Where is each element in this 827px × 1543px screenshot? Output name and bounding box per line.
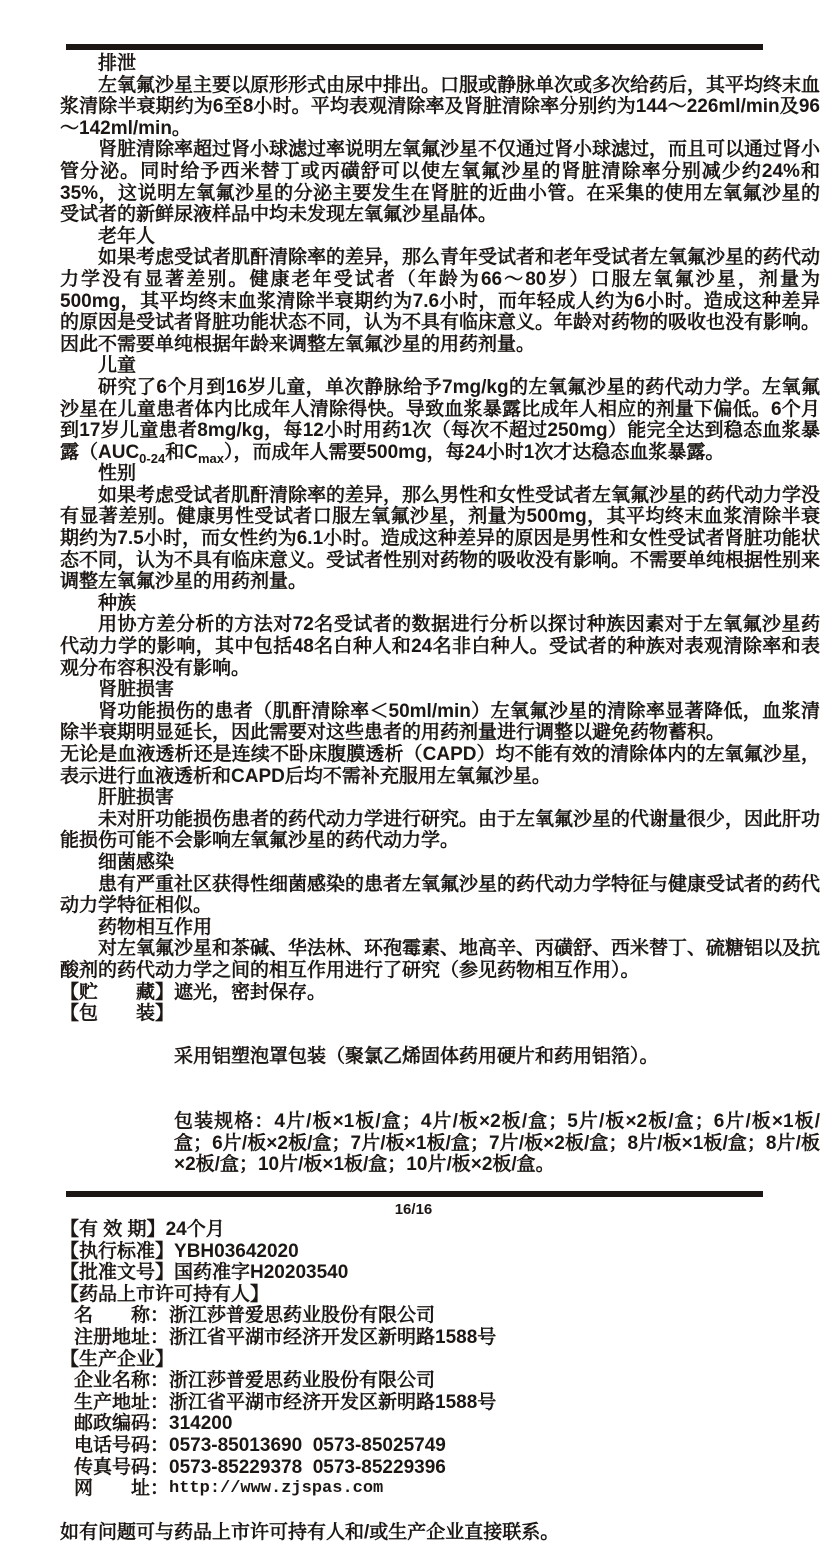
manufacturer-fax-value: 0573-85229378 0573-85229396 <box>169 1456 446 1478</box>
field-validity-label: 【有 效 期】 <box>60 1219 166 1241</box>
bottom-divider <box>66 1191 763 1197</box>
field-storage-value: 遮光，密封保存。 <box>174 981 327 1003</box>
manufacturer-address-value: 浙江省平湖市经济开发区新明路1588号 <box>169 1391 497 1413</box>
paragraph-children <box>60 376 820 466</box>
field-standard <box>60 1241 820 1263</box>
manufacturer-phone-label: 电话号码： <box>74 1435 170 1456</box>
section-heading-gender: 性别 <box>98 463 137 485</box>
paragraph-children-text: ），而成年人需要500mg，每24小时1次才达稳态血浆暴露。 <box>223 441 725 463</box>
packaging-specs: 包装规格：4片/板×1板/盒；4片/板×2板/盒；5片/板×2板/盒；6片/板×1板/盒；6片/板×2板/盒；7片/板×1板/盒；7片/板×2板/盒；8片/板×1板/盒；8片/板×2板/盒；10片/板×1板/盒；10片/板×2板/盒。 <box>174 1111 820 1176</box>
field-storage <box>60 982 820 1004</box>
field-approval-value: 国药准字H20203540 <box>174 1262 349 1284</box>
paragraph-race: 用协方差分析的方法对72名受试者的数据进行分析以探讨种族因素对于左氧氟沙星药代动力学的影响，其中包括48名白种人和24名非白种人。受试者的种族对表观清除率和表观分布容积没有影响。 <box>60 614 820 679</box>
holder-address-row <box>74 1327 820 1349</box>
section-heading-race: 种族 <box>98 592 137 614</box>
manufacturer-fax-row <box>74 1457 820 1479</box>
section-heading-renal-impairment: 肾脏损害 <box>98 679 175 701</box>
manufacturer-rows <box>60 1370 820 1500</box>
holder-heading: 【药品上市许可持有人】 <box>60 1283 270 1305</box>
section-heading-hepatic-impairment: 肝脏损害 <box>98 787 175 809</box>
paragraph-gender: 如果考虑受试者肌酐清除率的差异，那么男性和女性受试者左氧氟沙星的药代动力学没有显著差别。健康男性受试者口服左氧氟沙星，剂量为500mg，其平均终末血浆清除半衰期约为7.5小时，而女性约为6.1小时。造成这种差异的原因是男性和女性受试者肾脏功能状态不同，认为不具有临床意义。受试者性别对药物的吸收没有影响。不需要单纯根据性别来调整左氧氟沙星的用药剂量。 <box>60 484 821 593</box>
paragraph-children-text: 和C <box>165 441 198 463</box>
manufacturer-heading: 【生产企业】 <box>60 1348 175 1370</box>
manufacturer-postcode-label: 邮政编码： <box>74 1413 170 1435</box>
holder-name-label: 名 称： <box>74 1305 170 1327</box>
manufacturer-phone-row <box>74 1435 820 1457</box>
section-heading-children: 儿童 <box>98 355 137 377</box>
manufacturer-name-row <box>74 1370 820 1392</box>
manufacturer-fax-label: 传真号码： <box>74 1456 170 1478</box>
field-approval-label: 【批准文号】 <box>60 1262 175 1284</box>
paragraph-bacterial: 患有严重社区获得性细菌感染的患者左氧氟沙星的药代动力学特征与健康受试者的药代动力学特征相似。 <box>60 873 821 917</box>
section-heading-elderly: 老年人 <box>98 225 156 247</box>
field-standard-value: YBH03642020 <box>174 1240 299 1262</box>
manufacturer-website-value: http://www.zjspas.com <box>169 1479 384 1499</box>
field-packaging-label: 【包 装】 <box>60 1003 175 1025</box>
manufacturer-name-label: 企业名称： <box>74 1370 170 1392</box>
manufacturer-postcode-value: 314200 <box>169 1413 233 1435</box>
manufacturer-phone-value: 0573-85013690 0573-85025749 <box>169 1435 446 1456</box>
cmax-subscript: max <box>197 450 224 466</box>
field-validity-value: 24个月 <box>165 1219 225 1241</box>
holder-name-value: 浙江莎普爱思药业股份有限公司 <box>169 1305 436 1327</box>
manufacturer-address-row <box>74 1392 820 1414</box>
paragraph-children-text: 研究了6个月到16岁儿童，单次静脉给予7mg/kg的左氧氟沙星的药代动力学。左氧氟沙星在儿童患者体内比成年人清除得快。导致血浆暴露比成年人相应的剂量下偏低。6个月到17岁儿童患者8mg/kg，每12小时用药1次（每次不超过250mg）能完全达到稳态血浆暴露（AUC <box>60 376 820 463</box>
paragraph-excretion-1: 左氧氟沙星主要以原形形式由尿中排出。口服或静脉单次或多次给药后，其平均终末血浆清除半衰期约为6至8小时。平均表观清除率及肾脏清除率分别约为144～226ml/min及96～142ml/min。 <box>60 74 821 139</box>
field-packaging-value <box>174 1003 820 1219</box>
auc-subscript: 0-24 <box>139 450 166 466</box>
paragraph-renal-2: 无论是血液透析还是连续不卧床腹膜透析（CAPD）均不能有效的清除体内的左氧氟沙星，表示进行血液透析和CAPD后均不需补充服用左氧氟沙星。 <box>60 744 820 787</box>
manufacturer-postcode-row <box>74 1413 820 1435</box>
manufacturer-website-label: 网 址： <box>74 1478 170 1500</box>
holder-name-row <box>74 1305 820 1327</box>
holder-rows <box>60 1305 820 1348</box>
paragraph-drug-interactions: 对左氧氟沙星和茶碱、华法林、环孢霉素、地高辛、丙磺舒、西米替丁、硫糖铝以及抗酸剂的药代动力学之间的相互作用进行了研究（参见药物相互作用）。 <box>60 938 821 981</box>
top-divider <box>66 44 763 50</box>
closing-note: 如有问题可与药品上市许可持有人和/或生产企业直接联系。 <box>60 1521 560 1543</box>
section-heading-excretion: 排泄 <box>98 53 137 74</box>
section-heading-drug-interactions: 药物相互作用 <box>98 916 213 938</box>
section-heading-bacterial-infection: 细菌感染 <box>98 851 175 873</box>
paragraph-renal-1: 肾功能损伤的患者（肌酐清除率＜50ml/min）左氧氟沙星的清除率显著降低，血浆清除半衰期明显延长，因此需要对这些患者的用药剂量进行调整以避免药物蓄积。 <box>60 700 820 744</box>
holder-address-value: 浙江省平湖市经济开发区新明路1588号 <box>169 1327 497 1349</box>
paragraph-excretion-2: 肾脏清除率超过肾小球滤过率说明左氧氟沙星不仅通过肾小球滤过，而且可以通过肾小管分泌。同时给予西米替丁或丙磺舒可以使左氧氟沙星的肾脏清除率分别减少约24%和35%，这说明左氧氟沙星的分泌主要发生在肾脏的近曲小管。在采集的使用左氧氟沙星的受试者的新鲜尿液样品中均未发现左氧氟沙星晶体。 <box>60 139 821 226</box>
field-validity <box>60 1219 820 1241</box>
page-number: 16/16 <box>394 1201 433 1218</box>
manufacturer-name-value: 浙江莎普爱思药业股份有限公司 <box>169 1370 436 1392</box>
field-standard-label: 【执行标准】 <box>60 1240 175 1262</box>
packaging-description: 采用铝塑泡罩包装（聚氯乙烯固体药用硬片和药用铝箔）。 <box>174 1046 659 1068</box>
field-packaging <box>60 1003 820 1219</box>
field-storage-label: 【贮 藏】 <box>60 981 175 1003</box>
manufacturer-website-row <box>74 1478 820 1500</box>
paragraph-hepatic: 未对肝功能损伤患者的药代动力学进行研究。由于左氧氟沙星的代谢量很少，因此肝功能损伤可能不会影响左氧氟沙星的药代动力学。 <box>60 808 821 852</box>
paragraph-elderly: 如果考虑受试者肌酐清除率的差异，那么青年受试者和老年受试者左氧氟沙星的药代动力学没有显著差别。健康老年受试者（年龄为66～80岁）口服左氧氟沙星，剂量为500mg，其平均终末血浆清除半衰期约为7.6小时，而年轻成人约为6小时。造成这种差异的原因是受试者肾脏功能状态不同，认为不具有临床意义。年龄对药物的吸收也没有影响。因此不需要单纯根据年龄来调整左氧氟沙星的用药剂量。 <box>60 247 821 355</box>
field-approval <box>60 1262 820 1284</box>
holder-address-label: 注册地址： <box>74 1327 170 1349</box>
manufacturer-address-label: 生产地址： <box>74 1391 170 1413</box>
